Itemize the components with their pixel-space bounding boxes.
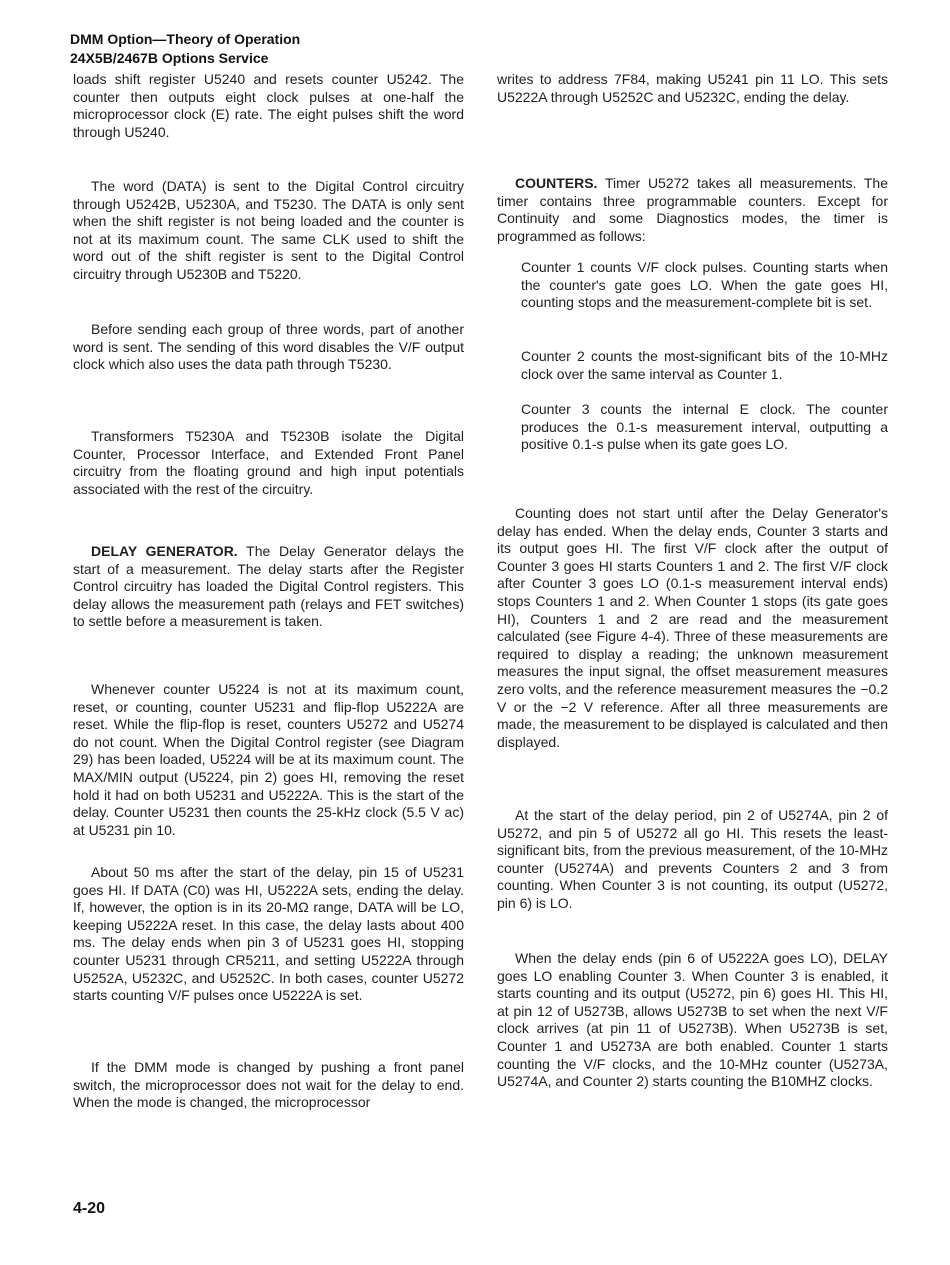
right-paragraph-4: At the start of the delay period, pin 2 of U5274A, pin 2 of U5272, and pin 5 of U5272 all go HI. This resets the least-significant bits, from the previous measurement, of the 10-MHz counter (U5274A) and prevents Counters 2 and 3 from counting. When Counter 3 is not counting, its output (U5272, pin 6) is LO.	[497, 807, 888, 911]
right-paragraph-5: When the delay ends (pin 6 of U5222A goes LO), DELAY goes LO enabling Counter 3. When Counter 3 is enabled, it starts counting and its output (U5272, pin 6) goes HI. This HI, at pin 12 of U5273B, allows U5273B to set when the next V/F clock arrives (at pin 11 of U5273B). When U5273B is set, Counter 1 and U5273A are both enabled. Counter 1 starts counting the V/F clocks, and the 10-MHz counter (U5273A, U5274A, and Counter 2) starts counting the B10MHZ clocks.	[497, 950, 888, 1090]
page-number: 4-20	[73, 1200, 106, 1217]
counter-2-description: Counter 2 counts the most-significant bits of the 10-MHz clock over the same interval as Counter 1.	[521, 348, 888, 382]
counters-text: Timer U5272 takes all measurements. The timer contains three programmable counters. Except for Continuity and some Diagnostics modes, the timer is programmed as follows:	[497, 175, 888, 244]
right-paragraph-1: writes to address 7F84, making U5241 pin 11 LO. This sets U5222A through U5252C and U5232C, ending the delay.	[497, 71, 888, 105]
delay-generator-paragraph	[73, 543, 464, 631]
counter-3-description: Counter 3 counts the internal E clock. The counter produces the 0.1-s measurement interval, outputting a positive 0.1-s pulse when its gate goes LO.	[521, 401, 888, 453]
left-paragraph-4: Transformers T5230A and T5230B isolate the Digital Counter, Processor Interface, and Extended Front Panel circuitry from the floating ground and high input potentials associated with the rest of the circuitry.	[73, 428, 464, 497]
right-paragraph-3: Counting does not start until after the Delay Generator's delay has ended. When the delay ends, Counter 3 starts and its output goes HI. The first V/F clock after the output of Counter 3 goes HI starts Counters 1 and 2. The first V/F clock after Counter 3 goes LO (0.1-s measurement interval ends) stops Counters 1 and 2. When Counter 1 stops (its gate goes HI), Counters 1 and 2 are read and the measurement calculated (see Figure 4-4). Three of these measurements are required to display a reading; the unknown measurement measures the input signal, the offset measurement measures zero volts, and the reference measurement measures the −0.2 V or the −2 V reference. After all three measurements are made, the measurement to be displayed is calculated and then displayed.	[497, 505, 888, 750]
counters-paragraph	[497, 175, 888, 245]
left-paragraph-8: If the DMM mode is changed by pushing a front panel switch, the microprocessor does not wait for the delay to end. When the mode is changed, the microprocessor	[73, 1059, 464, 1111]
counter-1-description: Counter 1 counts V/F clock pulses. Counting starts when the counter's gate goes LO. When the gate goes HI, counting stops and the measurement-complete bit is set.	[521, 259, 888, 311]
counters-heading: COUNTERS.	[515, 175, 598, 191]
left-paragraph-6: Whenever counter U5224 is not at its maximum count, reset, or counting, counter U5231 and flip-flop U5222A are reset. While the flip-flop is reset, counters U5272 and U5274 do not count. When the Digital Control register (see Diagram 29) has been loaded, U5224 will be at its maximum count. The MAX/MIN output (U5224, pin 2) goes HI, removing the reset hold it had on both U5231 and U5222A. This is the start of the delay. Counter U5231 then counts the 25-kHz clock (5.5 V ac) at U5231 pin 10.	[73, 681, 464, 838]
header-section-title: DMM Option—Theory of Operation	[70, 31, 301, 47]
left-paragraph-3: Before sending each group of three words, part of another word is sent. The sending of this word disables the V/F output clock which also uses the data path through T5230.	[73, 321, 464, 373]
left-paragraph-2: The word (DATA) is sent to the Digital Control circuitry through U5242B, U5230A, and T5230. The DATA is only sent when the shift register is not being loaded and the counter is not at its maximum count. The same CLK used to shift the word out of the shift register is sent to the Digital Control circuitry through U5230B and T5220.	[73, 178, 464, 282]
left-paragraph-1: loads shift register U5240 and resets counter U5242. The counter then outputs eight clock pulses at one-half the microprocessor clock (E) rate. The eight pulses shift the word through U5240.	[73, 71, 464, 140]
left-paragraph-7: About 50 ms after the start of the delay, pin 15 of U5231 goes HI. If DATA (C0) was HI, U5222A sets, ending the delay. If, however, the option is in its 20-MΩ range, DATA will be LO, keeping U5222A reset. In this case, the delay lasts about 400 ms. The delay ends when pin 3 of U5231 goes HI, stopping counter U5231 through CR5211, and setting U5222A through U5252A, U5232C, and U5252C. In both cases, counter U5272 starts counting V/F pulses once U5222A is set.	[73, 864, 464, 1004]
delay-generator-text: The Delay Generator delays the start of a measurement. The delay starts after the Register Control circuitry has loaded the Digital Control registers. This delay allows the measurement path (relays and FET switches) to settle before a measurement is taken.	[73, 543, 464, 630]
header-manual-title: 24X5B/2467B Options Service	[70, 50, 269, 66]
delay-generator-heading: DELAY GENERATOR.	[91, 543, 238, 559]
running-header	[70, 30, 300, 68]
